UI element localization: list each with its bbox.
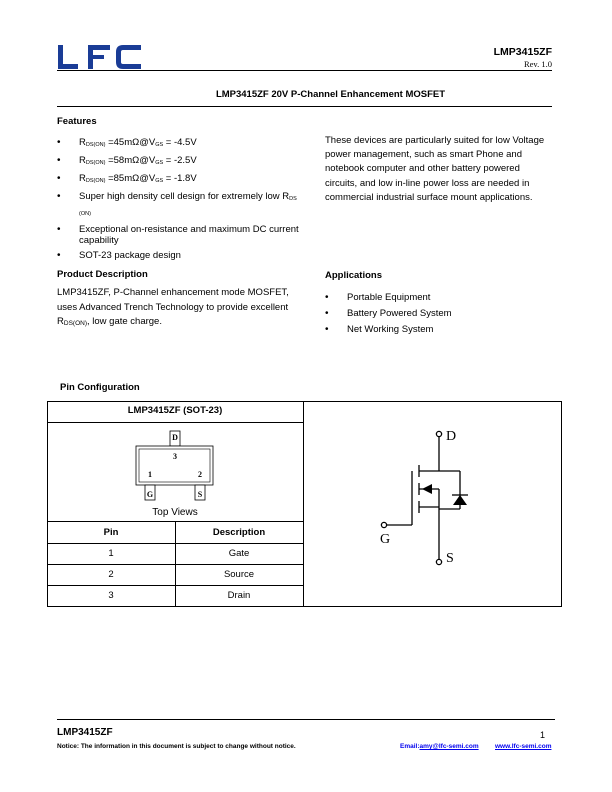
application-item: • Portable Equipment	[325, 292, 545, 304]
table-cell-description: Drain	[227, 590, 251, 601]
feature-package: • SOT-23 package design	[57, 250, 307, 262]
title-rule	[57, 106, 552, 107]
document-title: LMP3415ZF 20V P-Channel Enhancement MOSFET	[215, 89, 446, 100]
package-title: LMP3415ZF (SOT-23)	[127, 405, 223, 416]
footer-notice: Notice: The information in this document is subject to change without notice.	[57, 743, 296, 750]
intro-paragraph: These devices are particularly suited for low Voltage power management, such as smart Phone and notebook computer and other battery powered circuits, and low in-line power loss are needed in commercial industrial surface mount applications.	[325, 135, 545, 203]
header-rule	[57, 70, 552, 71]
table-header-pin: Pin	[103, 527, 119, 538]
top-views-caption: Top Views	[152, 507, 198, 518]
footer-part-number: LMP3415ZF	[57, 727, 113, 738]
footer-rule	[57, 719, 555, 720]
website-link[interactable]: www.lfc-semi.com	[495, 743, 552, 750]
package-pin-s-label: S	[197, 490, 203, 499]
feature-on-resistance: • Exceptional on-resistance and maximum DC current capability	[57, 224, 307, 247]
feature-rds-3: • RDS(ON) =85mΩ@VGS = -1.8V	[57, 173, 307, 188]
schematic-drain-label: D	[446, 429, 457, 444]
schematic-gate-label: G	[380, 532, 391, 547]
application-item: • Battery Powered System	[325, 308, 545, 320]
features-list	[57, 137, 307, 266]
email-link[interactable]: amy@lfc-semi.com	[419, 743, 479, 750]
package-pin-3-number: 3	[173, 452, 177, 461]
box-divider	[303, 401, 304, 607]
footer-email[interactable]: Email:amy@lfc-semi.com	[400, 743, 479, 750]
header-part-number: LMP3415ZF	[493, 46, 552, 58]
application-item: • Net Working System	[325, 324, 545, 336]
package-pin-g-label: G	[146, 490, 154, 499]
table-cell-pin: 3	[108, 590, 114, 601]
package-pin-2-number: 2	[198, 470, 202, 479]
page-number: 1	[540, 730, 546, 740]
feature-cell-design: • Super high density cell design for extremely low RDS (ON)	[57, 191, 307, 220]
package-pin-1-number: 1	[148, 470, 152, 479]
feature-rds-2: • RDS(ON) =58mΩ@VGS = -2.5V	[57, 155, 307, 170]
applications-heading: Applications	[325, 270, 383, 281]
package-pin-d-label: D	[172, 433, 178, 442]
revision: Rev. 1.0	[523, 59, 552, 69]
features-heading: Features	[57, 116, 97, 127]
product-description-heading: Product Description	[57, 269, 148, 280]
feature-rds-1: • RDS(ON) =45mΩ@VGS = -4.5V	[57, 137, 307, 152]
table-cell-description: Gate	[228, 548, 250, 559]
lfc-logo	[57, 44, 143, 70]
mosfet-schematic-symbol	[370, 425, 480, 575]
product-description-text: LMP3415ZF, P-Channel enhancement mode MOSFET, uses Advanced Trench Technology to provide excellent RDS(ON), low gate charge.	[57, 287, 289, 327]
table-cell-pin: 2	[108, 569, 114, 580]
table-header-description: Description	[212, 527, 266, 538]
applications-list	[325, 292, 545, 340]
pin-configuration-heading: Pin Configuration	[60, 382, 140, 393]
table-cell-pin: 1	[108, 548, 114, 559]
schematic-source-label: S	[446, 551, 454, 566]
table-rule	[47, 422, 303, 423]
table-cell-description: Source	[223, 569, 255, 580]
